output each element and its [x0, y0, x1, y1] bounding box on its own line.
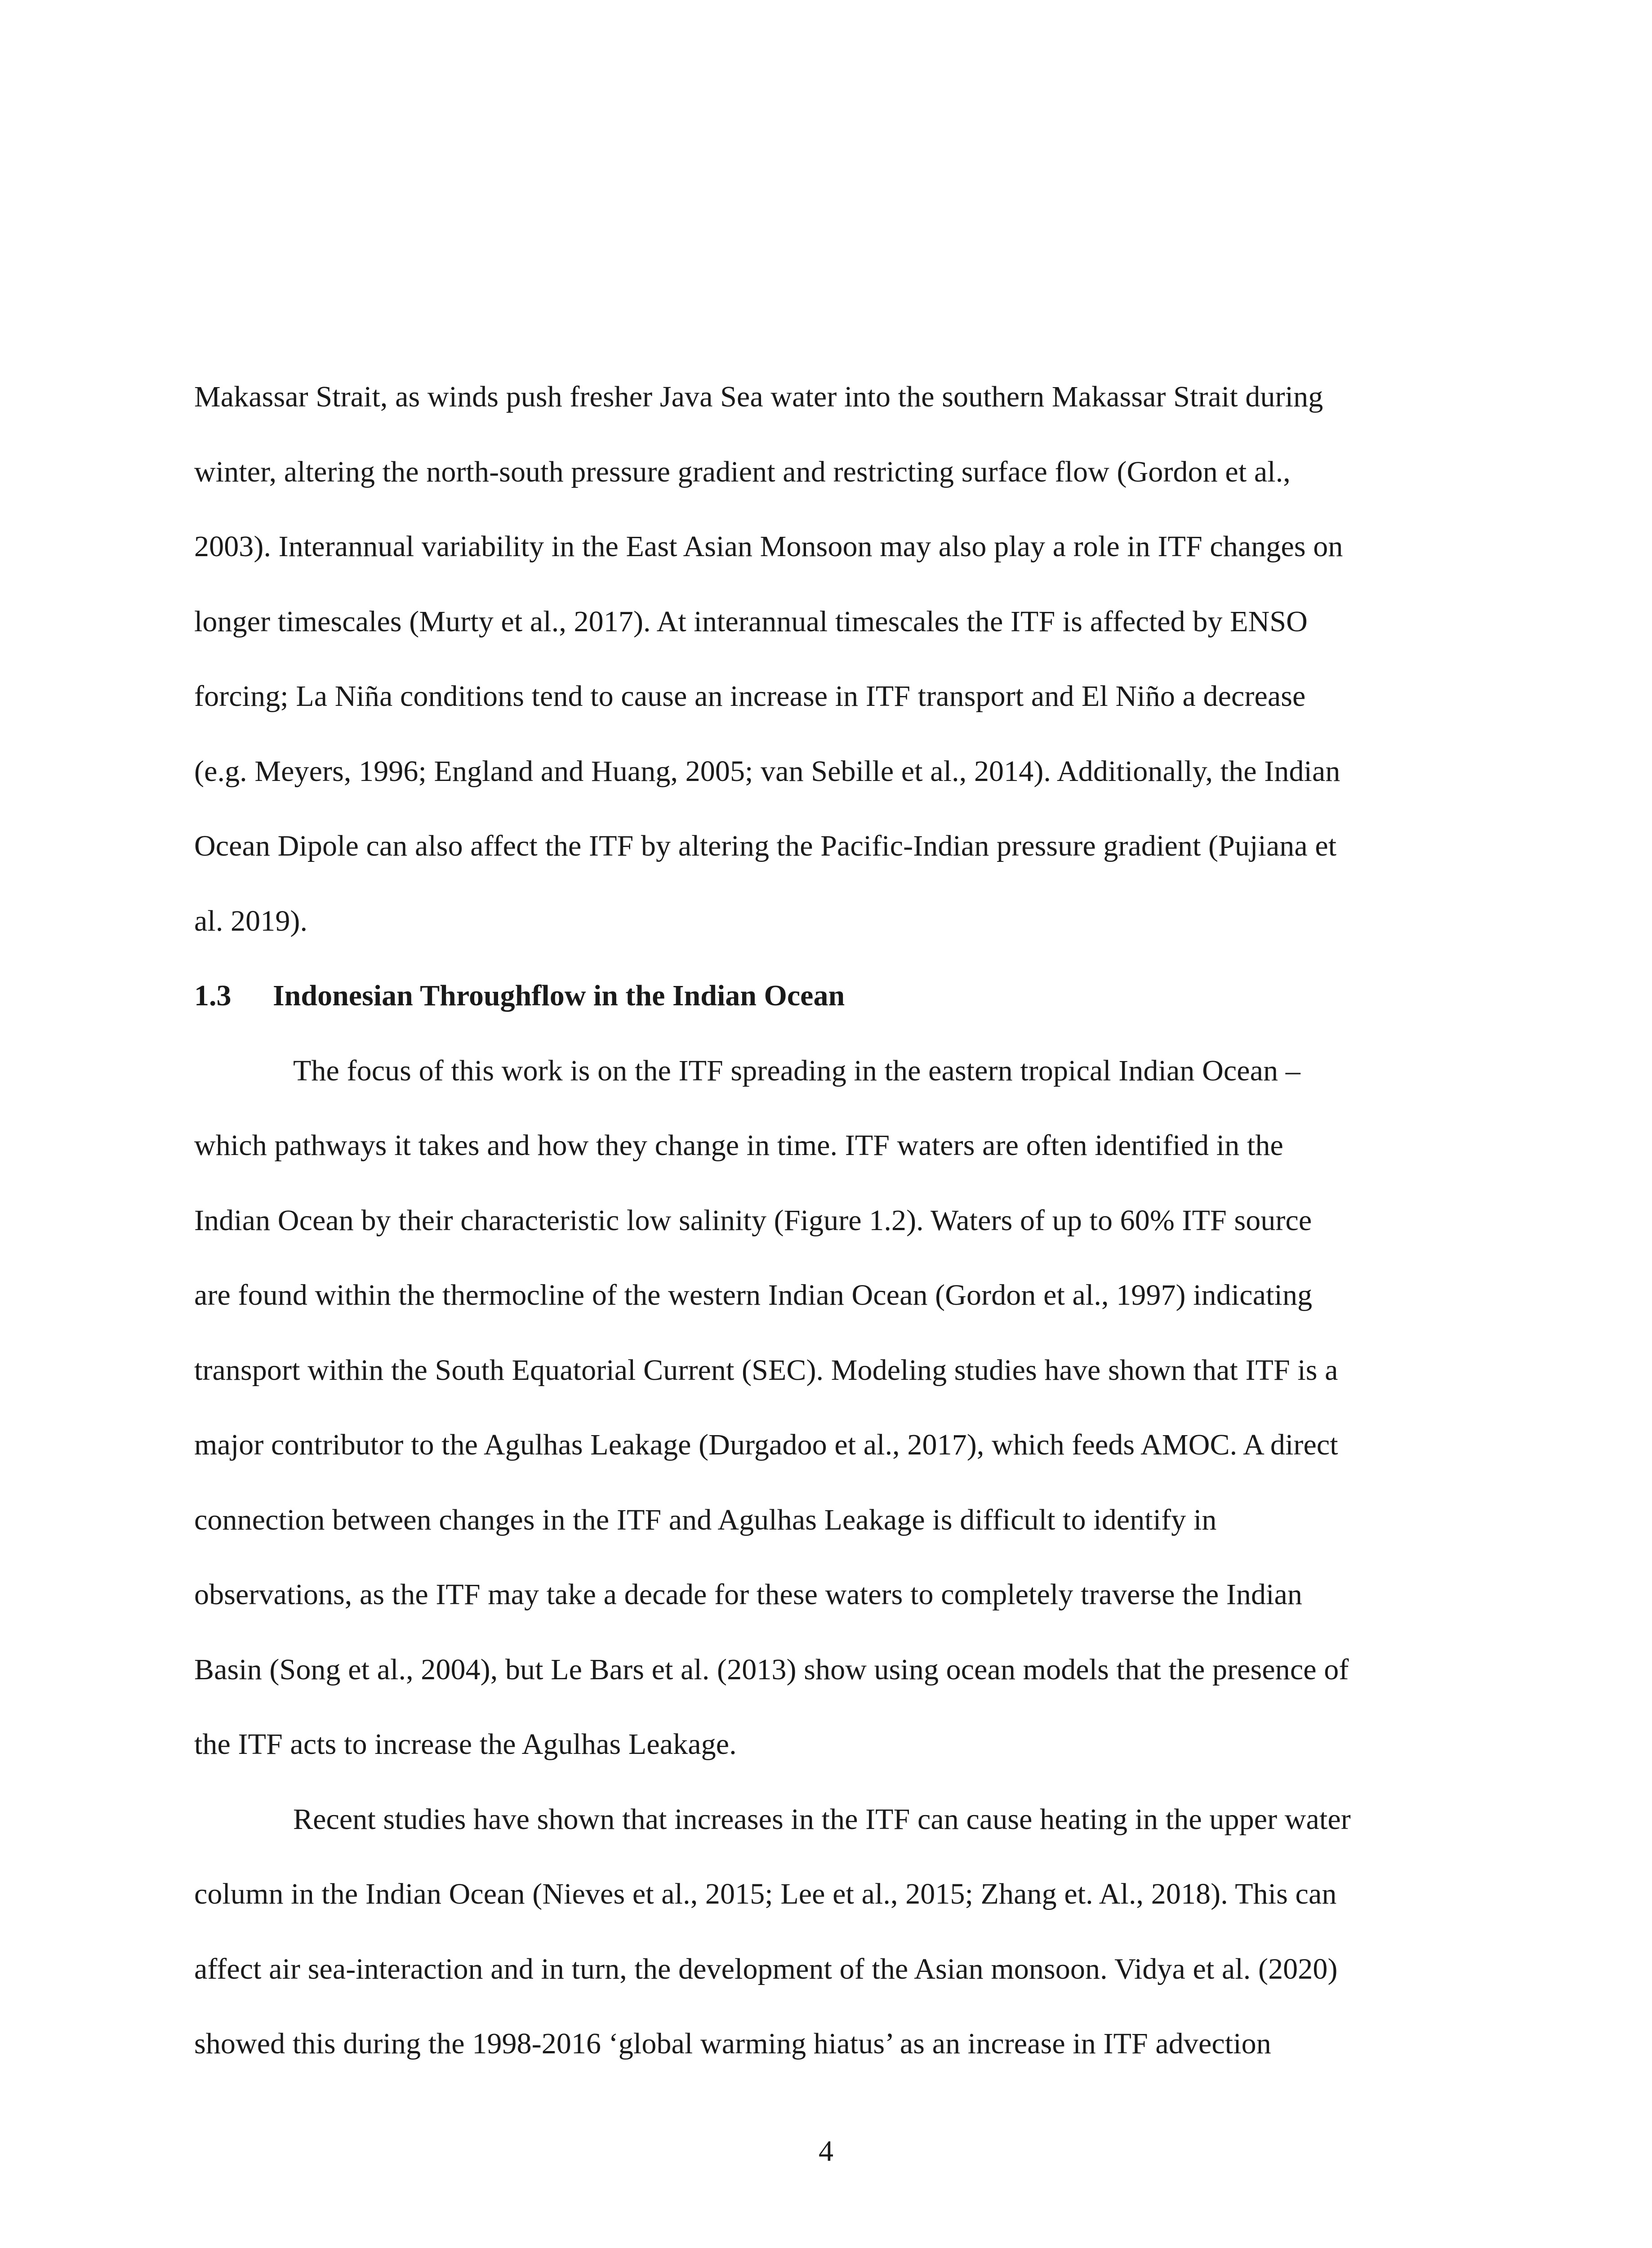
text-line: Recent studies have shown that increases in the ITF can cause heating in the upper water — [293, 1802, 1351, 1836]
paragraph — [194, 360, 1457, 959]
text-line: affect air sea-interaction and in turn, the development of the Asian monsoon. Vidya et al. (2020) — [194, 1952, 1338, 1985]
text-line: longer timescales (Murty et al., 2017). At interannual timescales the ITF is affected by ENSO — [194, 605, 1308, 638]
text-line: forcing; La Niña conditions tend to cause an increase in ITF transport and El Niño a decrease — [194, 680, 1306, 713]
paragraph — [194, 1034, 1457, 1782]
text-line: which pathways it takes and how they change in time. ITF waters are often identified in the — [194, 1129, 1283, 1162]
text-line: (e.g. Meyers, 1996; England and Huang, 2005; van Sebille et al., 2014). Additionally, the Indian — [194, 754, 1340, 788]
body-text — [194, 360, 1457, 2082]
text-line: Makassar Strait, as winds push fresher Java Sea water into the southern Makassar Strait during — [194, 380, 1323, 413]
text-line: column in the Indian Ocean (Nieves et al., 2015; Lee et al., 2015; Zhang et. Al., 2018). This can — [194, 1878, 1337, 1910]
text-line: transport within the South Equatorial Current (SEC). Modeling studies have shown that ITF is a — [194, 1353, 1338, 1387]
text-line: Ocean Dipole can also affect the ITF by altering the Pacific-Indian pressure gradient (Pujiana et — [194, 830, 1337, 862]
text-line: The focus of this work is on the ITF spreading in the eastern tropical Indian Ocean – — [293, 1054, 1300, 1087]
page-number: 4 — [819, 2135, 833, 2168]
text-line: winter, altering the north-south pressure gradient and restricting surface flow (Gordon et al., — [194, 455, 1291, 488]
text-line: the ITF acts to increase the Agulhas Leakage. — [194, 1728, 737, 1761]
text-line: Indian Ocean by their characteristic low salinity (Figure 1.2). Waters of up to 60% ITF source — [194, 1204, 1312, 1237]
section-heading — [194, 959, 1457, 1034]
text-line: are found within the thermocline of the western Indian Ocean (Gordon et al., 1997) indicating — [194, 1279, 1313, 1311]
text-line: showed this during the 1998-2016 ‘global warming hiatus’ as an increase in ITF advection — [194, 2027, 1271, 2060]
paragraph — [194, 1782, 1457, 2082]
text-line: major contributor to the Agulhas Leakage (Durgadoo et al., 2017), which feeds AMOC. A direct — [194, 1428, 1338, 1461]
text-line: connection between changes in the ITF and Agulhas Leakage is difficult to identify in — [194, 1503, 1217, 1536]
text-line: 2003). Interannual variability in the East Asian Monsoon may also play a role in ITF changes on — [194, 530, 1343, 563]
text-line: al. 2019). — [194, 904, 308, 937]
text-line: Basin (Song et al., 2004), but Le Bars et al. (2013) show using ocean models that the presence of — [194, 1653, 1349, 1686]
text-line: observations, as the ITF may take a decade for these waters to completely traverse the Indian — [194, 1578, 1303, 1611]
section-number: 1.3 — [194, 979, 232, 1012]
section-title: Indonesian Throughflow in the Indian Ocean — [273, 979, 845, 1012]
